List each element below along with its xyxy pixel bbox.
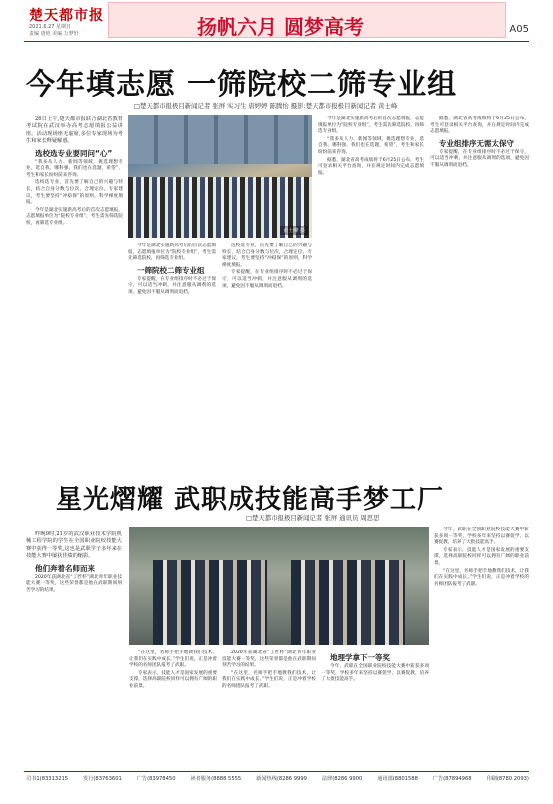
- banner-slogan: 扬帆六月 圆梦高考: [197, 15, 364, 39]
- photo-background-wall: [128, 115, 312, 164]
- photo-people-left: [153, 560, 267, 645]
- article-1-subhead-1: 选校选专业要同问“心”: [35, 148, 113, 158]
- article-2-paragraph: 今年，武职在全国职业院校技能大赛中斩获多项一等奖，学校多年来坚持以赛促学、以赛促教，培养了大批技能高手。: [321, 664, 429, 683]
- article-2-col-4: [321, 650, 429, 767]
- article-2-col-2: [129, 650, 217, 767]
- footer-item: 读者服务(8888 5555: [190, 776, 242, 782]
- article-1-paragraph: 专家提醒，在专业组排序时不必过于保守，可以适当冲刺，并注意服从调剂的选项，避免因不服从调剂而退档。: [128, 276, 216, 295]
- article-2-col-3: [222, 650, 316, 767]
- article-1-col-5: [430, 116, 529, 464]
- article-2-col-5: [434, 527, 529, 767]
- article-1-paragraph: 专家提醒，在专业组排序时不必过于保守，可以适当冲刺，并注意服从调剂的选项，避免因不服从调剂而退档。: [222, 270, 312, 289]
- issue-date: 2021.6.27 星期日: [29, 24, 72, 30]
- article-1-paragraph: 今年是湖北实施新高考后的首次志愿填报，志愿填报单位为“院校专业组”，考生需先筛选院校，再筛选专业组。: [318, 116, 424, 135]
- footer-item: 新闻热线(8286 9999: [256, 776, 307, 782]
- article-1-paragraph: 据悉，湖北省高考成绩将于6月25日公布，考生可登录相关平台查询，并在规定时间内完成志愿填报。: [430, 116, 529, 135]
- article-2-subhead-1: 他们奔着名师而来: [35, 563, 95, 573]
- article-1-col-4: [318, 116, 424, 464]
- footer-item: 印刷(8780 2093): [486, 776, 529, 782]
- article-2-headline: 星光熠耀 武职成技能高手梦工厂: [56, 485, 445, 515]
- footer-item: 司书1(83313215: [26, 776, 69, 782]
- article-1-paragraph: 今年是湖北实施新高考后的首次志愿填报，志愿填报单位为“院校专业组”，考生需先筛选院校，再筛选专业组。: [26, 207, 123, 226]
- article-1-paragraph: 专家提醒，在专业组排序时不必过于保守，可以适当冲刺，并注意服从调剂的选项，避免因不服从调剂而退档。: [430, 149, 529, 168]
- article-1-photo: [128, 115, 312, 238]
- article-1-paragraph: 选校选专业，首先要了解自己的兴趣与特长，结合自身分数与位次，合理定位。专家建议，考生要坚持“冲稳保”的原则，科学梯度填报。: [26, 180, 123, 206]
- article-1-col-2: [128, 243, 216, 464]
- article-1-paragraph: 据悉，湖北省高考成绩将于6月25日公布，考生可登录相关平台查询，并在规定时间内完成志愿填报。: [318, 157, 424, 176]
- article-2-photo: [129, 527, 429, 645]
- footer-contacts: [26, 775, 529, 782]
- article-1-col-1: [26, 116, 123, 464]
- photo-people-right: [291, 560, 405, 645]
- article-1-paragraph: 今年是湖北实施新高考后的首次志愿填报，志愿填报单位为“院校专业组”，考生需先筛选院校，再筛选专业组。: [128, 243, 216, 262]
- page-editors: 责编 唐艳 美编 万梦轩: [29, 31, 79, 37]
- article-2-subhead-2: 地理学拿下一等奖: [330, 653, 390, 662]
- article-2-intro: 昨晚9时,21岁的武汉职业技术学院机械工程学院的学生在全国职业院校技能大赛中获得一等奖,这也是武职学子多年来在技能大赛中屡获佳绩的缩影。: [26, 531, 122, 560]
- newspaper-logo: 楚天都市报: [29, 8, 104, 24]
- article-2-paragraph: 专家表示，技能人才是国家发展的重要支撑，选择高职院校同样可以拥有广阔的职业前景。: [129, 670, 217, 689]
- article-2-paragraph: 2020年获湖北省“工匠杯”湖北青年职业技能大赛一等奖，这些荣誉都是他在武职期间刻苦学习的结果。: [26, 574, 122, 593]
- footer-rule: [24, 771, 529, 772]
- article-1-intro: 26日上午,楚天都市报联合湖北省教育考试院在武汉举办高考志愿填报公益讲座。活动现场座无虚席,多位专家现场为考生和家长释疑解惑。: [26, 116, 123, 145]
- article-1-paragraph: “我多从人力、新闻等领域，挑选理想专业，选自我、哪科强、我们也在选题，希望”，考生和家长纷纷前来咨询。: [318, 136, 424, 155]
- article-1-byline: □楚天都市报极目新闻记者 张屏 实习生 唐婷婷 陈腾怡 摄影:楚天都市报极目新闻记者 黄士峰: [134, 102, 398, 110]
- article-1-col-3: [222, 243, 312, 464]
- article-2-paragraph: 今年，武职在全国职业院校技能大赛中斩获多项一等奖，学校多年来坚持以赛促学、以赛促教，培养了大批技能高手。: [434, 527, 529, 546]
- footer-item: 广告(83978450: [136, 776, 176, 782]
- article-2-paragraph: 2020年获湖北省“工匠杯”湖北青年职业技能大赛一等奖，这些荣誉都是他在武职期间刻苦学习的结果。: [222, 650, 316, 669]
- article-2-paragraph: “在这里，名师手把手地教我们技术，让我们在实践中成长。”学生们说，正是冲着学校的名师团队报考了武职。: [222, 670, 316, 689]
- article-1-paragraph: 选校选专业，首先要了解自己的兴趣与特长，结合自身分数与位次，合理定位。专家建议，考生要坚持“冲稳保”的原则，科学梯度填报。: [222, 243, 312, 268]
- footer-item: 发行(83763601: [83, 776, 122, 782]
- article-1-subhead-2: 一筛院校二筛专业组: [137, 265, 205, 275]
- article-2-col-1: [26, 531, 122, 767]
- footer-item: 法律(8286 9900: [321, 776, 363, 782]
- header-rule: [24, 41, 529, 42]
- top-banner: [108, 2, 506, 38]
- article-2-paragraph: “在这里，名师手把手地教我们技术，让我们在实践中成长。”学生们说，正是冲着学校的名师团队报考了武职。: [129, 650, 217, 669]
- article-1-subhead-3: 专业组排序无需太保守: [439, 138, 514, 148]
- footer-item: 通讯部(8801588: [377, 776, 418, 782]
- article-2-paragraph: 专家表示，技能人才是国家发展的重要支撑，选择高职院校同样可以拥有广阔的职业前景。: [434, 547, 529, 566]
- footer-item: 广告(87894968: [432, 776, 472, 782]
- page-number: A05: [509, 24, 529, 35]
- article-2-paragraph: “在这里，名师手把手地教我们技术，让我们在实践中成长。”学生们说，正是冲着学校的名师团队报考了武职。: [434, 568, 529, 587]
- article-1-headline: 今年填志愿 一筛院校二筛专业组: [26, 67, 458, 101]
- article-2-byline: □楚天都市报极目新闻记者 张屏 通讯员 周思思: [246, 514, 380, 522]
- article-1-paragraph: “我多从人力、新闻等领域，挑选理想专业，选自我、哪科强、我们也在选题，希望”，考生和家长纷纷前来咨询。: [26, 159, 123, 178]
- photo-credit: 黄士峰 摄: [280, 226, 308, 235]
